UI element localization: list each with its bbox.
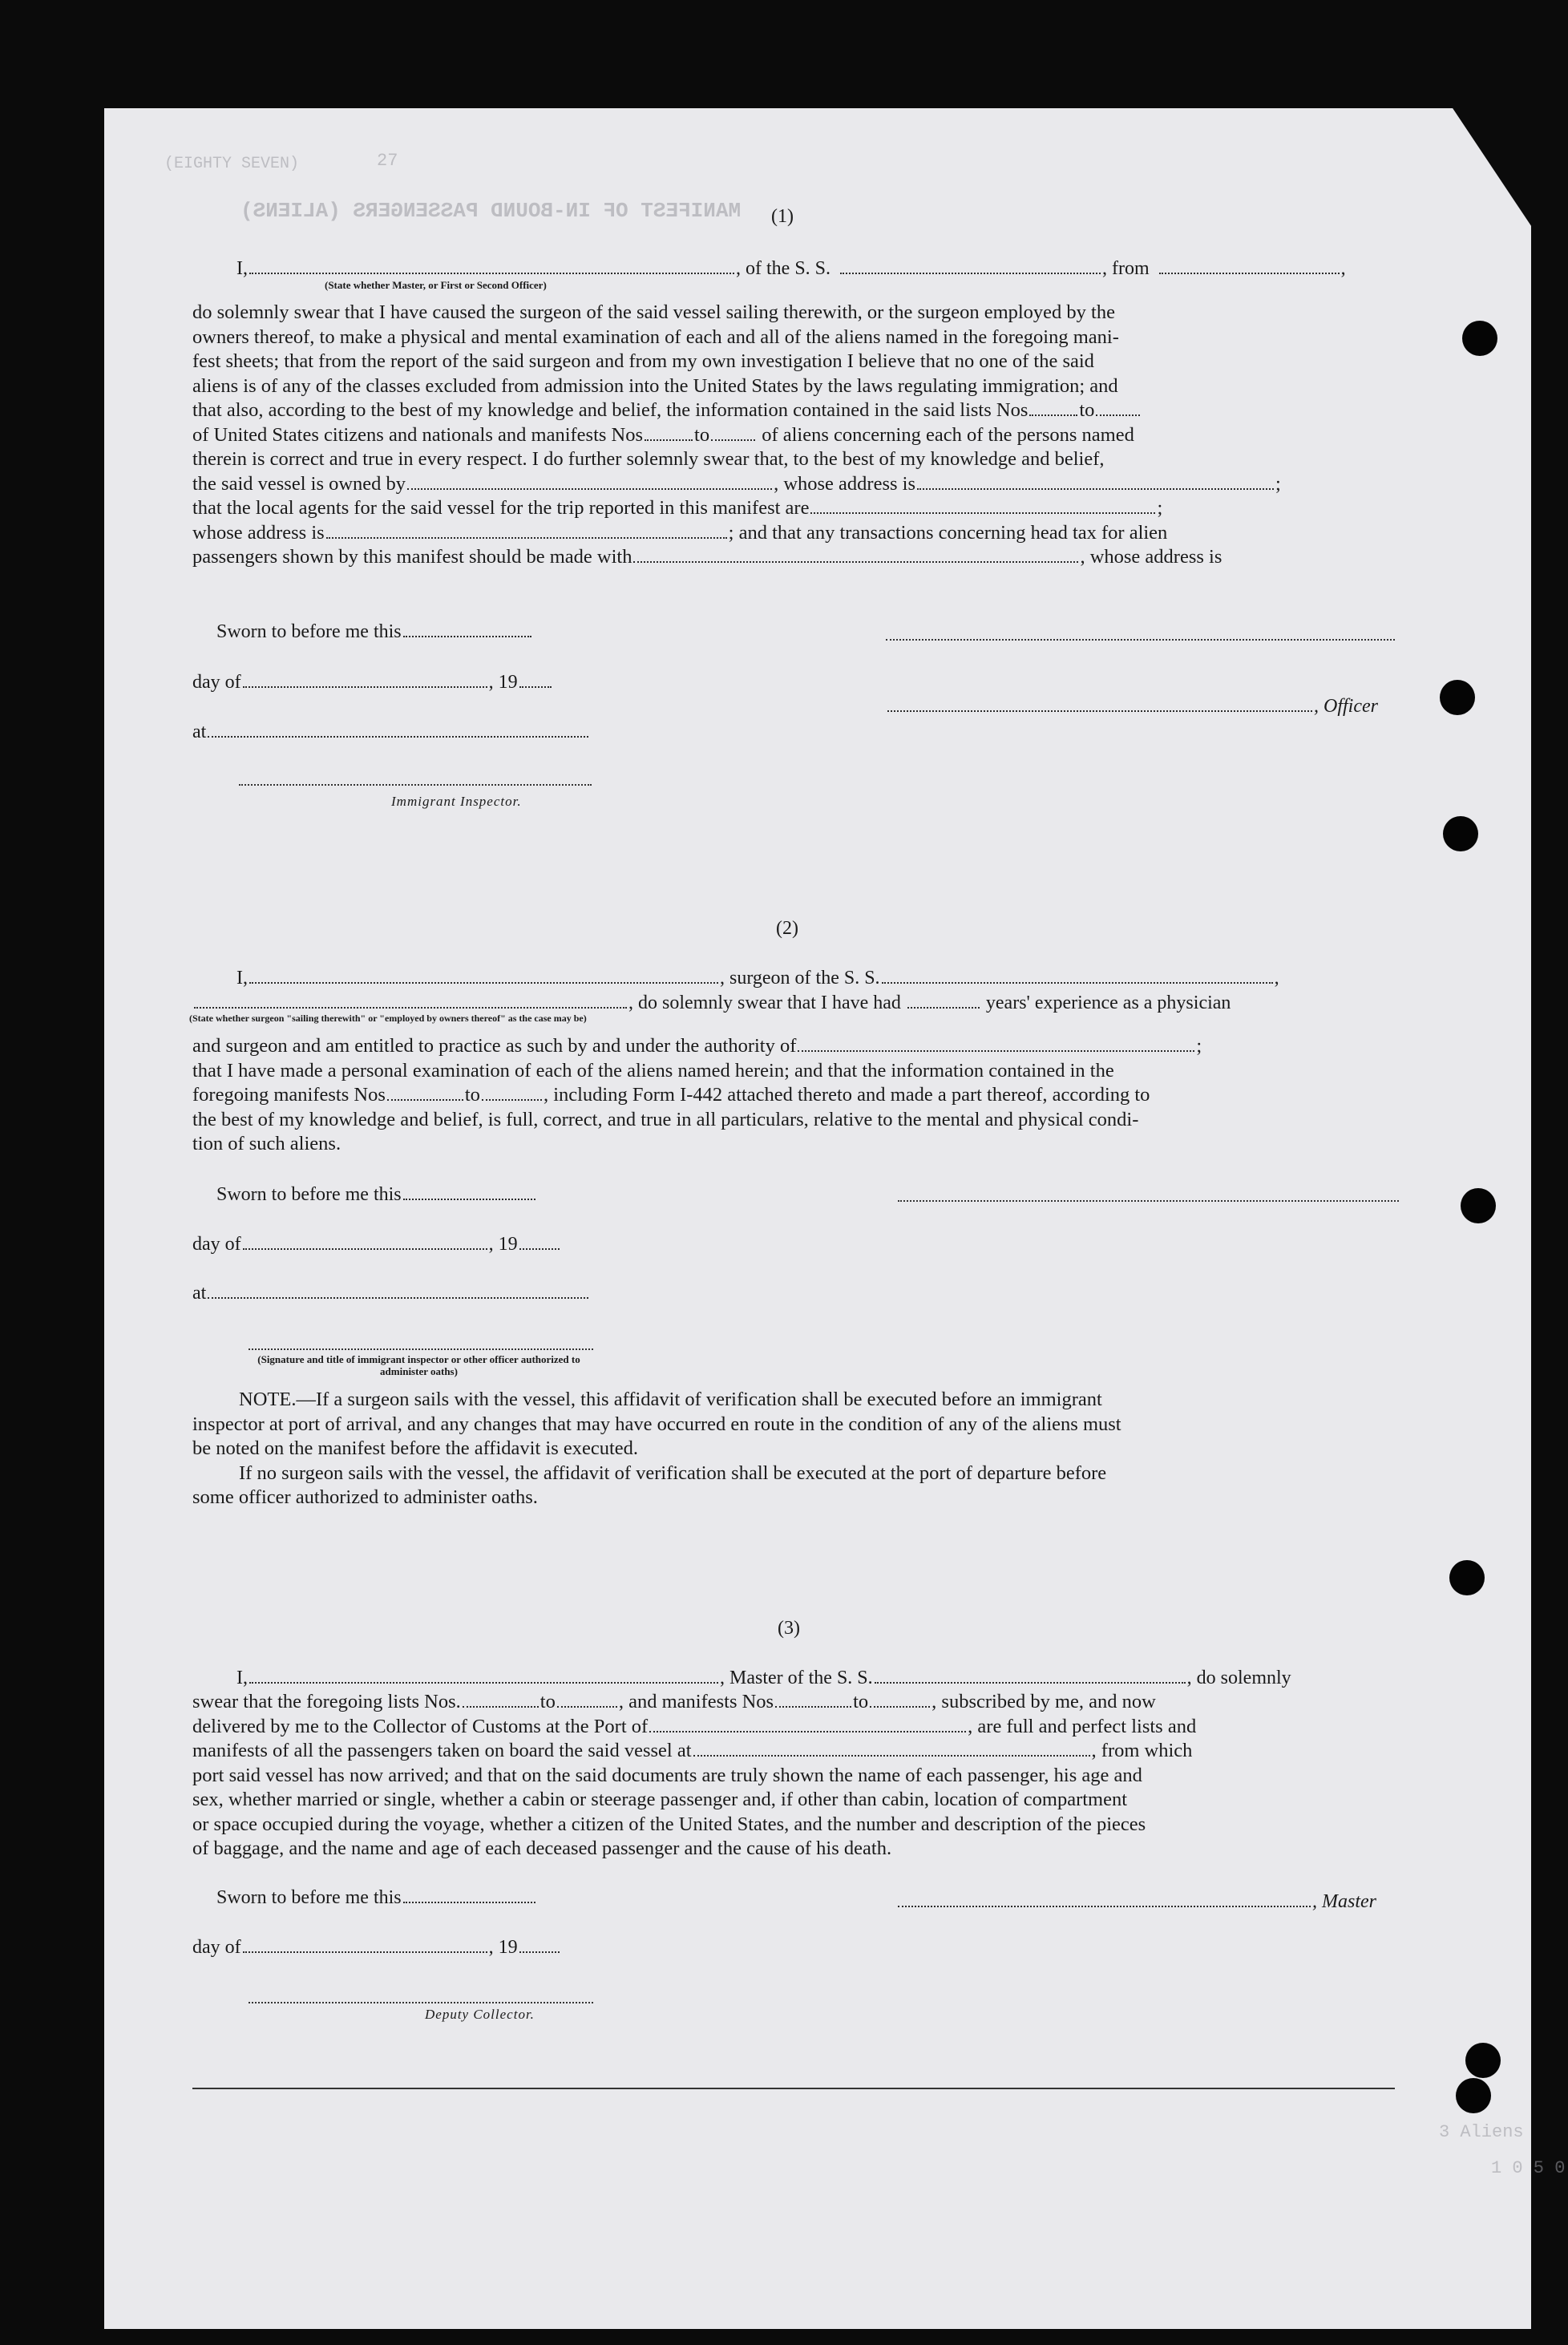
- s1-line1: I, , of the S. S. , from ,: [236, 258, 1346, 279]
- bleed-through-aliens: 3 Aliens: [1439, 2122, 1524, 2142]
- punch-hole: [1465, 2043, 1501, 2078]
- section-2-number: (2): [776, 918, 798, 939]
- s2-sworn: Sworn to before me this: [216, 1183, 537, 1207]
- section-3-number: (3): [778, 1618, 800, 1639]
- s1-officer-line-1: [886, 639, 1395, 641]
- s1-at: at: [192, 720, 590, 744]
- s2-at: at: [192, 1281, 590, 1305]
- bleed-through-header: (EIGHTY SEVEN): [164, 155, 300, 173]
- surgeon-caption: (State whether surgeon "sailing therewith" or "employed by owners thereof" as the case may be): [189, 1013, 587, 1024]
- bleed-through-number: 27: [377, 151, 398, 171]
- officer-caption: (State whether Master, or First or Second Officer): [325, 279, 547, 291]
- section-2-note: NOTE.—If a surgeon sails with the vessel, this affidavit of verification shall be executed before an immigrant inspector at port of arrival, and any changes that may have occurred en route in the condition of any of the aliens must be noted on the manifest before the affidavit is executed. If no surgeon sails with the vessel, the affidavit of verification shall be executed at the port of departure before some officer authorized to administer oaths.: [192, 1389, 1121, 1508]
- collector-caption: Deputy Collector.: [425, 2007, 535, 2022]
- s2-signature-line: [898, 1200, 1399, 1202]
- punch-hole: [1440, 680, 1475, 715]
- s3-collector-line: [249, 2002, 593, 2003]
- bottom-rule: [192, 2088, 1395, 2089]
- s1-officer-signature: , Officer: [886, 694, 1378, 718]
- s1-inspector-line: [239, 784, 592, 786]
- s3-sworn: Sworn to before me this: [216, 1886, 537, 1910]
- punch-hole: [1462, 321, 1497, 356]
- bleed-through-title: MANIFEST OF IN-BOUND PASSENGERS (ALIENS): [240, 199, 742, 223]
- s3-line1: I, , Master of the S. S. , do solemnly: [236, 1668, 1291, 1688]
- inspector-caption: Immigrant Inspector.: [391, 794, 522, 809]
- s2-line1: I, , surgeon of the S. S. ,: [236, 968, 1279, 989]
- s2-line2: , do solemnly swear that I have had years' experience as a physician: [192, 991, 1231, 1015]
- sig-caption: (Signature and title of immigrant inspector or other officer authorized to administer oaths): [257, 1353, 580, 1377]
- s3-day-of: day of , 19: [192, 1935, 561, 1959]
- s3-master-signature: , Master: [896, 1890, 1376, 1914]
- section-3-body: swear that the foregoing lists Nos. to , and manifests Nos to , subscribed by me, and now delivered by me to the Collector of Customs at the Port of , are full and perfect lists and manifests of all the passengers taken on board the said vessel at , from which port said vessel has now arrived; and that on the said documents are truly shown the name of each passenger, his age and sex, whether married or single, whether a cabin or steerage passenger and, if other than cabin, location of compartment or space occupied during the voyage, whether a citizen of the United States, and the number and description of the pieces of baggage, and the name and age of each deceased passenger and the cause of his death.: [192, 1691, 1197, 1859]
- s1-sworn: Sworn to before me this: [216, 620, 533, 644]
- s1-day-of: day of , 19: [192, 670, 553, 694]
- punch-hole: [1456, 2078, 1491, 2113]
- punch-hole: [1443, 816, 1478, 851]
- bleed-through-count: 1 0 5 0: [1491, 2158, 1566, 2178]
- s2-inspector-line: [249, 1348, 593, 1350]
- section-2-body: and surgeon and am entitled to practice as such by and under the authority of ; that I have made a personal examination of each of the aliens named herein; and that the information contained in the foregoing manifests Nos to , including Form I-442 attached thereto and made a part thereof, according to the best of my knowledge and belief, is full, correct, and true in all particulars, relative to the mental and physical condi- tion of such aliens.: [192, 1035, 1202, 1154]
- section-1-body: do solemnly swear that I have caused the surgeon of the said vessel sailing therewith, or the surgeon employed by the owners thereof, to make a physical and mental examination of each and all of the aliens named in the foregoing mani- fest sheets; that from the report of the said surgeon and from my own investigation I believe that no one of the said aliens is of any of the classes excluded from admission into the United States by the laws regulating immigration; and that also, according to the best of my knowledge and belief, the information contained in the said lists Nos to of United States citizens and nationals and manifests Nos to of aliens concerning each of the persons named therein is correct and true in every respect. I do further solemnly swear that, to the best of my knowledge and belief, the said vessel is owned by , whose address is ; that the local agents for the said vessel for the trip reported in this manifest are ; whose address is ; and that any transactions concerning head tax for alien passengers shown by this manifest should be made with , whose address is: [192, 301, 1281, 568]
- punch-hole: [1449, 1560, 1485, 1595]
- s2-day-of: day of , 19: [192, 1232, 561, 1256]
- punch-hole: [1461, 1188, 1496, 1223]
- section-1-number: (1): [771, 206, 794, 227]
